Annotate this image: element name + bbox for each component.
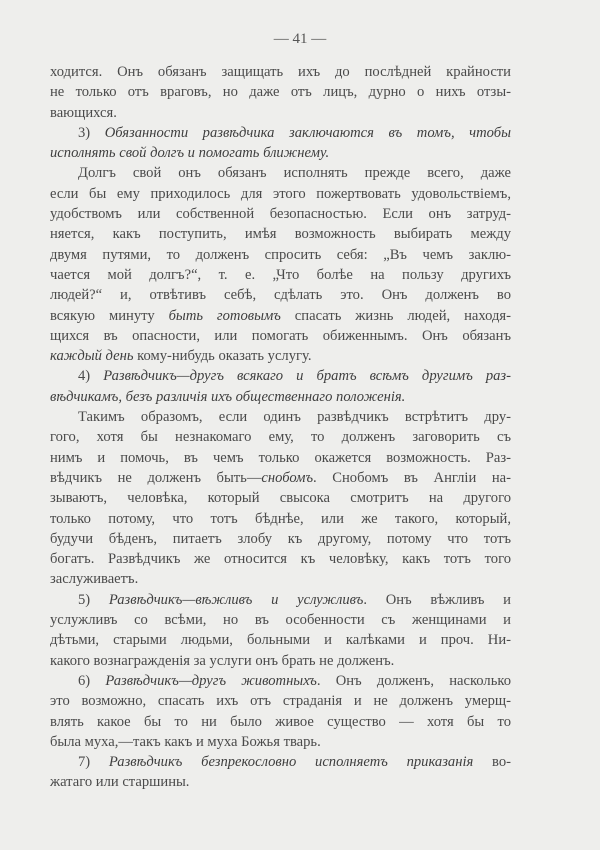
text-line: [50, 610, 511, 630]
text-segment: это возможно, спасать ихъ отъ страданія и не долженъ умерщ-: [50, 693, 511, 710]
text-line: [50, 184, 511, 204]
text-line: [50, 427, 511, 447]
text-segment: во-: [473, 754, 511, 771]
text-segment: не только отъ враговъ, но даже отъ лицъ, дурно о нихъ отзы-: [50, 84, 511, 101]
text-line: [50, 82, 511, 102]
text-segment: заслуживаетъ.: [50, 571, 139, 588]
italic-text: каждый день: [50, 348, 134, 365]
text-segment: 4): [78, 368, 104, 385]
text-line: [50, 468, 511, 488]
text-line: [50, 285, 511, 305]
text-segment: 3): [78, 124, 105, 141]
body-text: [50, 62, 511, 793]
text-segment: зываютъ, человѣка, который свысока смотритъ на другого: [50, 490, 511, 507]
text-line: [50, 326, 511, 346]
text-line: [50, 569, 511, 589]
text-line: [50, 712, 511, 732]
text-segment: была муха,—такъ какъ и муха Божья тварь.: [50, 733, 321, 750]
text-line: [50, 204, 511, 224]
text-line: [50, 103, 511, 123]
text-line: [50, 265, 511, 285]
text-segment: . Снобомъ въ Англіи на-: [313, 469, 511, 486]
text-segment: 7): [78, 754, 109, 771]
text-line: [50, 691, 511, 711]
text-line: [50, 732, 511, 752]
text-line: [50, 62, 511, 82]
text-segment: влять какое бы то ни было живое существо — хотя бы то: [50, 713, 511, 730]
text-segment: услужливъ со всѣми, но въ особенности съ женщинами и: [50, 612, 511, 629]
text-segment: только потому, что тотъ бѣднѣе, или же такого, который,: [50, 510, 511, 527]
italic-text: вѣдчикамъ, безъ различія ихъ общественнаго положенія.: [50, 388, 406, 405]
italic-text: Развѣдчикъ—другъ животныхъ: [105, 672, 317, 689]
italic-text: Обязанности развѣдчика заключаются въ томъ, чтобы: [104, 124, 511, 141]
text-line: [50, 772, 511, 792]
text-segment: няется, какъ поступить, имѣя возможность выбирать между: [50, 226, 511, 243]
text-segment: будучи бѣденъ, питаетъ злобу къ другому, потому что тотъ: [50, 530, 511, 547]
text-segment: Такимъ образомъ, если одинъ развѣдчикъ встрѣтитъ дру-: [78, 409, 511, 426]
text-segment: какого вознагражденія за услуги онъ брать не долженъ.: [50, 652, 395, 669]
text-line: [50, 224, 511, 244]
text-segment: Долгъ свой онъ обязанъ исполнять прежде всего, даже: [78, 165, 511, 182]
text-line: [50, 448, 511, 468]
text-segment: кому-нибудь оказать услугу.: [133, 348, 312, 365]
text-line: [50, 488, 511, 508]
text-line: [50, 590, 511, 610]
text-line: [50, 387, 511, 407]
text-line: [50, 123, 511, 143]
text-line: [50, 509, 511, 529]
text-segment: удобствомъ или собственной безопасностью. Если онъ затруд-: [50, 206, 511, 223]
text-line: [50, 245, 511, 265]
text-segment: чается мой долгъ?“, т. е. „Что болѣе на пользу другихъ: [50, 266, 511, 283]
text-line: [50, 407, 511, 427]
page-number: — 41 —: [273, 31, 327, 47]
text-segment: нимъ и помочь, въ чемъ только окажется возможность. Раз-: [50, 449, 511, 466]
text-segment: ходится. Онъ обязанъ защищать ихъ до послѣдней крайности: [50, 64, 511, 80]
text-line: [50, 630, 511, 650]
italic-text: Развѣдчикъ—другъ всякаго и братъ всѣмъ другимъ раз-: [103, 368, 511, 385]
italic-text: снобомъ: [261, 469, 314, 486]
text-segment: людей?“ и, отвѣтивъ себѣ, сдѣлать это. Онъ долженъ во: [50, 287, 511, 304]
text-segment: если бы ему приходилось для этого пожертвовать удовольствіемъ,: [50, 185, 511, 202]
text-line: [50, 306, 511, 326]
text-segment: гого, хотя бы незнакомаго ему, то долженъ заговорить съ: [50, 429, 511, 446]
text-segment: вающихся.: [50, 104, 117, 121]
text-segment: щихся въ опасности, или помогать обиженнымъ. Онъ обязанъ: [50, 327, 511, 344]
text-segment: дѣтьми, старыми людьми, больными и калѣками и проч. Ни-: [50, 632, 511, 649]
italic-text: Развѣдчикъ—вѣжливъ и услужливъ: [108, 591, 364, 608]
text-line: [50, 366, 511, 386]
text-line: [50, 163, 511, 183]
text-segment: двумя путями, то долженъ спросить себя: „Въ чемъ заклю-: [50, 246, 511, 263]
text-segment: богатъ. Развѣдчикъ же относится къ человѣку, какъ тотъ того: [50, 551, 511, 568]
italic-text: Развѣдчикъ безпрекословно исполняетъ приказанія: [108, 754, 474, 771]
text-segment: вѣдчикъ не долженъ быть—: [50, 469, 262, 486]
text-line: [50, 529, 511, 549]
text-segment: . Онъ вѣжливъ и: [363, 591, 511, 608]
text-line: [50, 143, 511, 163]
text-segment: спасать жизнь людей, находя-: [280, 307, 511, 324]
text-line: [50, 752, 511, 772]
italic-text: исполнять свой долгъ и помогать ближнему.: [50, 145, 330, 162]
text-line: [50, 651, 511, 671]
text-segment: 5): [78, 591, 109, 608]
text-segment: всякую минуту: [50, 307, 169, 324]
text-segment: 6): [78, 672, 106, 689]
text-segment: . Онъ долженъ, насколько: [316, 672, 511, 689]
italic-text: быть готовымъ: [168, 307, 281, 324]
text-line: [50, 346, 511, 366]
text-line: [50, 549, 511, 569]
text-line: [50, 671, 511, 691]
text-segment: жатаго или старшины.: [50, 774, 190, 791]
